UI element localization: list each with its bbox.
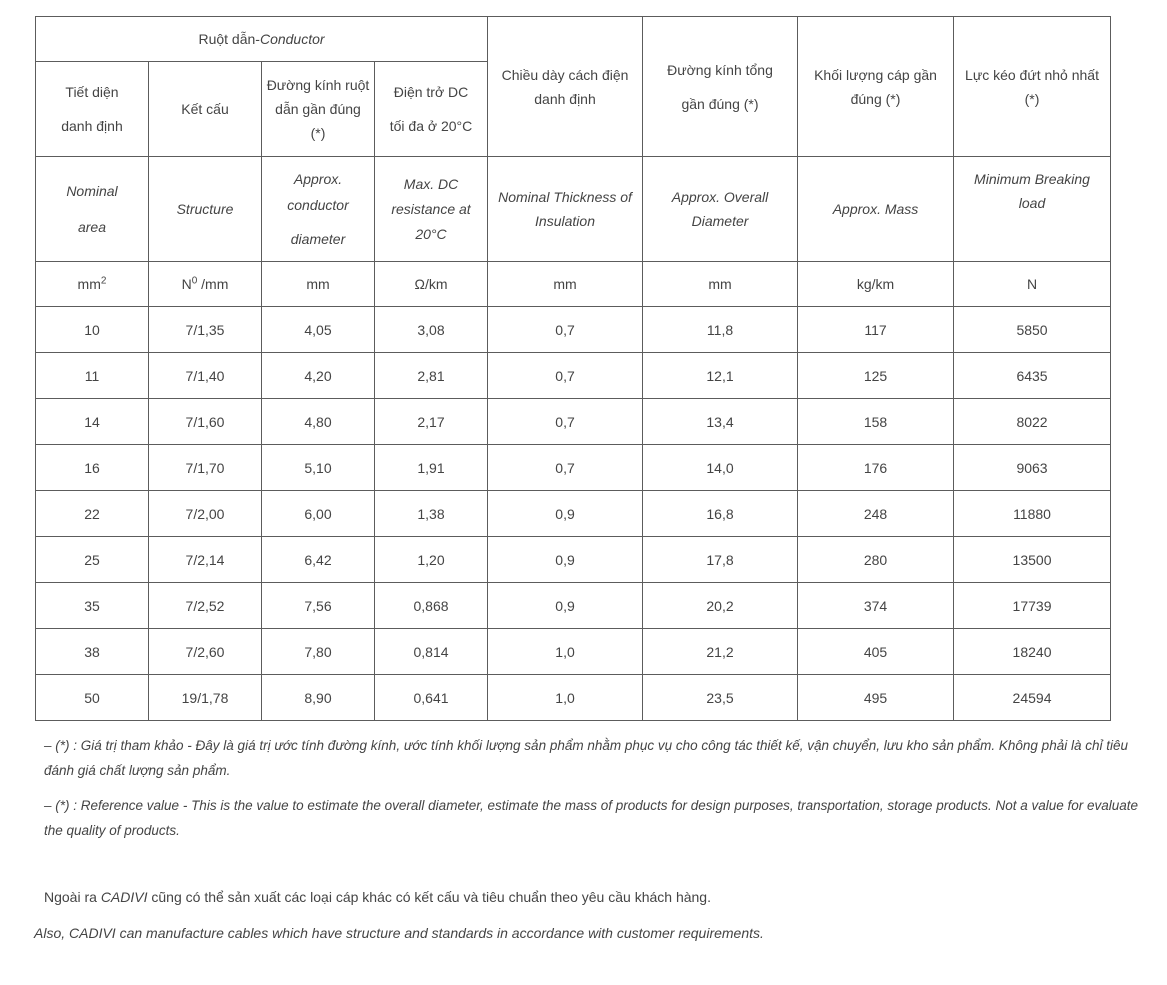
table-cell: 0,9	[488, 537, 643, 583]
table-cell: 158	[798, 399, 954, 445]
table-cell: 0,7	[488, 353, 643, 399]
table-cell: 17,8	[643, 537, 798, 583]
footer-note-en: Also, CADIVI can manufacture cables which have structure and standards in accordance with customer requirements.	[34, 925, 764, 941]
table-cell: 8,90	[262, 675, 375, 721]
note-vn: – (*) : Giá trị tham khảo - Đây là giá trị ước tính đường kính, ước tính khối lượng sản phẩm nhằm phục vụ cho công tác thiết kế, vận chuyển, lưu kho sản phẩm. Không phải là chỉ tiêu đánh giá chất lượng sản phẩm.	[44, 738, 1128, 778]
table-cell: 0,7	[488, 445, 643, 491]
table-cell: 0,641	[375, 675, 488, 721]
table-cell: 17739	[954, 583, 1111, 629]
table-cell: 6,00	[262, 491, 375, 537]
table-row	[36, 445, 1111, 491]
area-header-en: Nominal area	[36, 157, 149, 262]
table-cell: 0,9	[488, 583, 643, 629]
table-cell: 2,17	[375, 399, 488, 445]
table-cell: 8022	[954, 399, 1111, 445]
table-cell: 5850	[954, 307, 1111, 353]
resistance-header-vn: Điện trở DC tối đa ở 20°C	[375, 62, 488, 157]
diameter-header-en: Approx. conductor diameter	[262, 157, 375, 262]
table-cell: 7,56	[262, 583, 375, 629]
table-cell: 7/2,00	[149, 491, 262, 537]
table-row	[36, 675, 1111, 721]
note-en: – (*) : Reference value - This is the value to estimate the overall diameter, estimate the mass of products for design purposes, transportation, storage products. Not a value for evaluate the quality of products.	[44, 798, 1139, 838]
table-cell: 248	[798, 491, 954, 537]
table-cell: 7/1,40	[149, 353, 262, 399]
units-row	[36, 262, 1111, 307]
table-row	[36, 307, 1111, 353]
table-cell: 18240	[954, 629, 1111, 675]
overall-diameter-unit: mm	[643, 262, 798, 307]
table-cell: 280	[798, 537, 954, 583]
table-cell: 21,2	[643, 629, 798, 675]
table-cell: 11880	[954, 491, 1111, 537]
structure-unit: $N^0$ /mm	[149, 262, 262, 307]
table-cell: 25	[36, 537, 149, 583]
table-cell: 125	[798, 353, 954, 399]
table-cell: 20,2	[643, 583, 798, 629]
diameter-unit: mm	[262, 262, 375, 307]
table-cell: 3,08	[375, 307, 488, 353]
table-cell: 7/2,14	[149, 537, 262, 583]
table-cell: 0,868	[375, 583, 488, 629]
table-cell: 50	[36, 675, 149, 721]
table-cell: 35	[36, 583, 149, 629]
table-cell: 5,10	[262, 445, 375, 491]
diameter-header-vn: Đường kính ruột dẫn gần đúng (*)	[262, 62, 375, 157]
table-cell: 4,20	[262, 353, 375, 399]
table-cell: 7/2,52	[149, 583, 262, 629]
table-cell: 23,5	[643, 675, 798, 721]
table-cell: 7/2,60	[149, 629, 262, 675]
structure-header-en: Structure	[149, 157, 262, 262]
table-cell: 1,0	[488, 629, 643, 675]
thickness-header-vn: Chiều dày cách điện danh định	[488, 17, 643, 157]
mass-header-vn: Khối lượng cáp gần đúng (*)	[798, 17, 954, 157]
table-row	[36, 491, 1111, 537]
structure-header-vn: Kết cấu	[149, 62, 262, 157]
table-row	[36, 399, 1111, 445]
table-cell: 19/1,78	[149, 675, 262, 721]
table-cell: 6,42	[262, 537, 375, 583]
area-header-vn: Tiết diện danh định	[36, 62, 149, 157]
overall-diameter-header-vn: Đường kính tổng gần đúng (*)	[643, 17, 798, 157]
breaking-load-header-vn: Lực kéo đứt nhỏ nhất (*)	[954, 17, 1111, 157]
breaking-load-unit: N	[954, 262, 1111, 307]
table-cell: 1,20	[375, 537, 488, 583]
table-cell: 11	[36, 353, 149, 399]
table-cell: 117	[798, 307, 954, 353]
table-cell: 22	[36, 491, 149, 537]
resistance-header-en: Max. DC resistance at 20°C	[375, 157, 488, 262]
table-cell: 7,80	[262, 629, 375, 675]
area-unit: $mm^2$	[36, 262, 149, 307]
table-cell: 13500	[954, 537, 1111, 583]
table-row	[36, 583, 1111, 629]
table-cell: 0,814	[375, 629, 488, 675]
cable-spec-table	[35, 16, 1111, 721]
table-cell: 4,80	[262, 399, 375, 445]
table-cell: 1,38	[375, 491, 488, 537]
overall-diameter-header-en: Approx. Overall Diameter	[643, 157, 798, 262]
table-cell: 14,0	[643, 445, 798, 491]
table-cell: 2,81	[375, 353, 488, 399]
table-row	[36, 629, 1111, 675]
table-cell: 1,0	[488, 675, 643, 721]
mass-header-en: Approx. Mass	[798, 157, 954, 262]
table-cell: 9063	[954, 445, 1111, 491]
table-cell: 13,4	[643, 399, 798, 445]
thickness-header-en: Nominal Thickness of Insulation	[488, 157, 643, 262]
table-cell: 7/1,70	[149, 445, 262, 491]
table-cell: 0,7	[488, 399, 643, 445]
table-cell: 38	[36, 629, 149, 675]
conductor-group-header: Ruột dẫn-Conductor	[36, 17, 488, 62]
reference-notes	[44, 733, 1159, 853]
footer-note-vn: Ngoài ra CADIVI cũng có thể sản xuất các loại cáp khác có kết cấu và tiêu chuẩn theo yêu cầu khách hàng.	[44, 889, 711, 905]
table-cell: 0,9	[488, 491, 643, 537]
table-cell: 7/1,35	[149, 307, 262, 353]
table-cell: 405	[798, 629, 954, 675]
table-cell: 16,8	[643, 491, 798, 537]
table-row	[36, 537, 1111, 583]
table-cell: 495	[798, 675, 954, 721]
mass-unit: kg/km	[798, 262, 954, 307]
table-row	[36, 353, 1111, 399]
table-cell: 4,05	[262, 307, 375, 353]
table-cell: 12,1	[643, 353, 798, 399]
table-cell: 24594	[954, 675, 1111, 721]
thickness-unit: mm	[488, 262, 643, 307]
table-cell: 1,91	[375, 445, 488, 491]
brand-name: CADIVI	[100, 889, 148, 905]
table-cell: 6435	[954, 353, 1111, 399]
table-cell: 176	[798, 445, 954, 491]
breaking-load-header-en: Minimum Breaking load	[954, 157, 1111, 262]
table-cell: 11,8	[643, 307, 798, 353]
table-cell: 14	[36, 399, 149, 445]
table-cell: 0,7	[488, 307, 643, 353]
resistance-unit: Ω/km	[375, 262, 488, 307]
table-cell: 374	[798, 583, 954, 629]
table-cell: 7/1,60	[149, 399, 262, 445]
table-cell: 16	[36, 445, 149, 491]
table-cell: 10	[36, 307, 149, 353]
